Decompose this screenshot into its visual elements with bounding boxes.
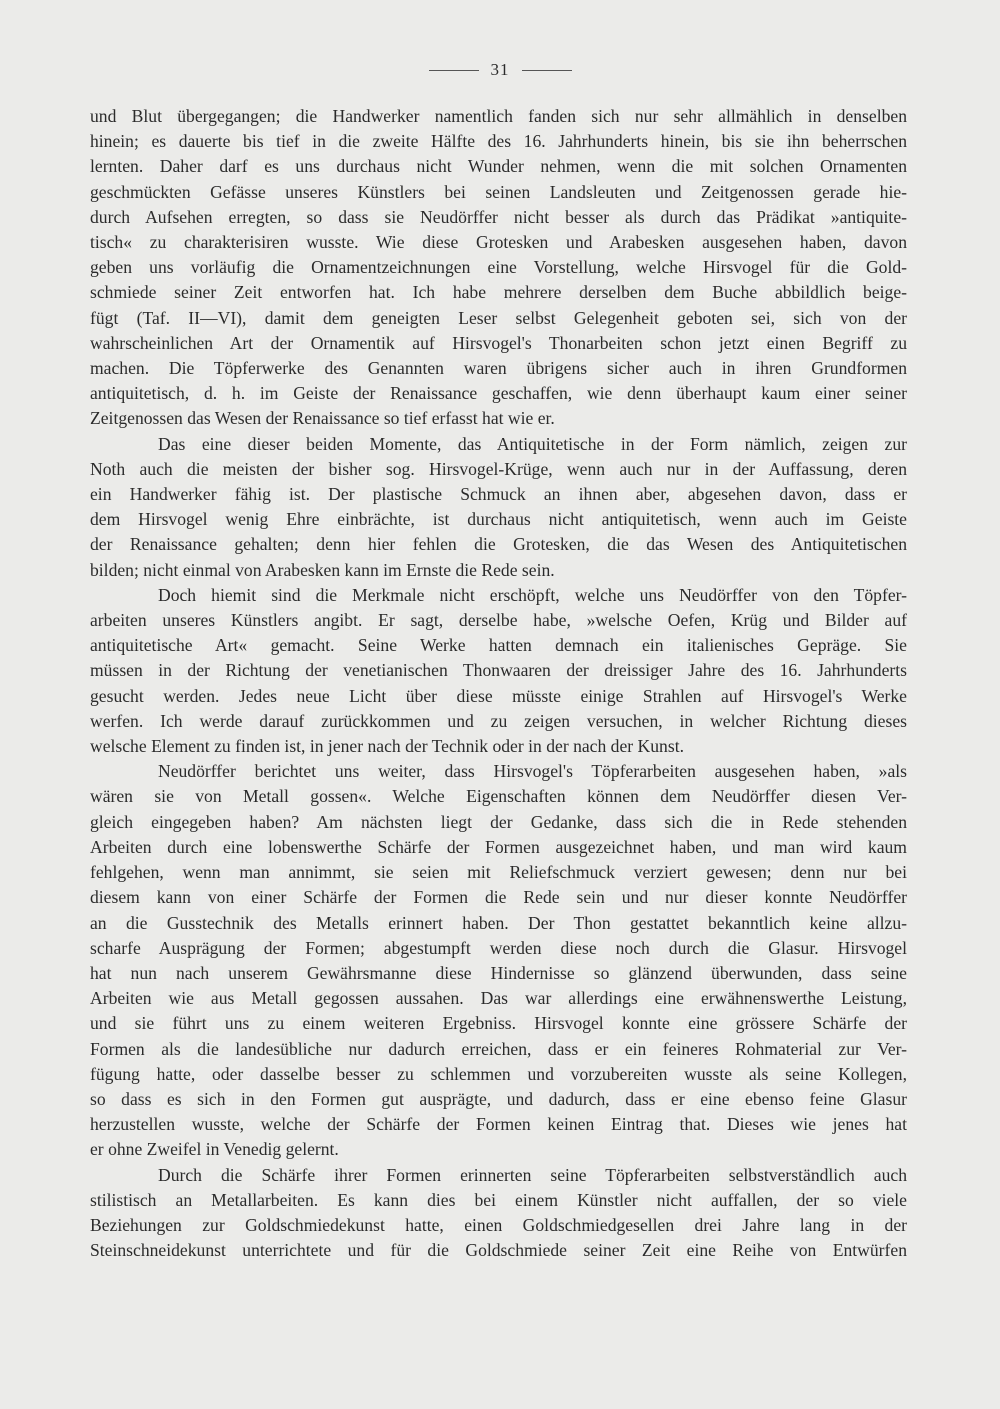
text-line: geschmückten Gefässe unseres Künstlers bei seinen Landsleuten und Zeitgenossen gerade hie- [90,181,907,202]
text-line: antiquitetisch, d. h. im Geiste der Renaissance geschaffen, wie denn überhaupt kaum einer seiner [90,383,907,404]
text-line: Neudörffer berichtet uns weiter, dass Hirsvogel's Töpferarbeiten ausgesehen haben, »als [158,761,907,782]
text-line: Arbeiten durch eine lobenswerthe Schärfe der Formen ausgezeichnet haben, und man wird kaum [90,836,907,857]
text-line: durch Aufsehen erregten, so dass sie Neudörffer nicht besser als durch das Prädikat »antiquite- [90,206,907,227]
text-line: schmiede seiner Zeit entworfen hat. Ich habe mehrere derselben dem Buche abbildlich beige- [90,282,907,303]
text-line: fügt (Taf. II—VI), damit dem geneigten Leser selbst Gelegenheit geboten sei, sich von der [90,307,907,328]
text-line: er ohne Zweifel in Venedig gelernt. [90,1139,339,1160]
text-line: fehlgehen, wenn man annimmt, sie seien mit Reliefschmuck verziert gewesen; denn nur bei [90,862,907,883]
text-line: bilden; nicht einmal von Arabesken kann im Ernste die Rede sein. [90,559,555,580]
page-header [0,60,1000,80]
header-rule-right [522,70,572,71]
text-line: ein Handwerker fähig ist. Der plastische Schmuck an ihnen aber, abgesehen davon, dass er [90,484,907,505]
text-line: herzustellen wusste, welche der Schärfe der Formen keinen Eintrag that. Dieses wie jenes hat [90,1114,907,1135]
text-line: hat nun nach unserem Gewährsmanne diese Hindernisse so glänzend überwunden, dass seine [90,962,907,983]
text-line: scharfe Ausprägung der Formen; abgestumpft werden diese noch durch die Glasur. Hirsvogel [90,937,907,958]
text-line: werfen. Ich werde darauf zurückkommen und zu zeigen versuchen, in welcher Richtung dieses [90,710,907,731]
text-line: diesem kann von einer Schärfe der Formen die Rede sein und nur dieser konnte Neudörffer [90,887,907,908]
text-line: gleich eingegeben haben? Am nächsten liegt der Gedanke, dass sich die in Rede stehenden [90,811,907,832]
text-line: welsche Element zu finden ist, in jener nach der Technik oder in der nach der Kunst. [90,736,684,757]
text-line: und sie führt uns zu einem weiteren Ergebniss. Hirsvogel konnte eine grössere Schärfe der [90,1013,907,1034]
text-line: stilistisch an Metallarbeiten. Es kann dies bei einem Künstler nicht auffallen, der so viele [90,1189,907,1210]
text-line: Doch hiemit sind die Merkmale nicht erschöpft, welche uns Neudörffer von den Töpfer- [158,584,907,605]
text-line: geben uns vorläufig die Ornamentzeichnungen eine Vorstellung, welche Hirsvogel für die Gold- [90,257,907,278]
text-line: gesucht werden. Jedes neue Licht über diese müsste einige Strahlen auf Hirsvogel's Werke [90,685,907,706]
text-line: lernten. Daher darf es uns durchaus nicht Wunder nehmen, wenn die mit solchen Ornamenten [90,156,907,177]
text-line: so dass es sich in den Formen gut ausprägte, und dadurch, dass er eine ebenso feine Glasur [90,1088,907,1109]
text-line: dem Hirsvogel wenig Ehre einbrächte, ist durchaus nicht antiquitetisch, wenn auch im Geiste [90,509,907,530]
text-line: Das eine dieser beiden Momente, das Antiquitetische in der Form nämlich, zeigen zur [158,433,907,454]
text-line: hinein; es dauerte bis tief in die zweite Hälfte des 16. Jahrhunderts hinein, bis sie ihn beherrschen [90,131,907,152]
text-line: der Renaissance gehalten; denn hier fehlen die Grotesken, die das Wesen des Antiquitetischen [90,534,907,555]
page-number: 31 [490,60,510,79]
text-line: und Blut übergegangen; die Handwerker namentlich fanden sich nur sehr allmählich in denselben [90,106,907,126]
text-line: Arbeiten wie aus Metall gegossen aussahen. Das war allerdings eine erwähnenswerthe Leistung, [90,988,907,1009]
text-line: Steinschneidekunst unterrichtete und für die Goldschmiede seiner Zeit eine Reihe von Entwürfen [90,1240,907,1261]
text-line: antiquitetische Art« gemacht. Seine Werke hatten demnach ein italienisches Gepräge. Sie [90,635,907,656]
text-line: müssen in der Richtung der venetianischen Thonwaaren der dreissiger Jahre des 16. Jahrhunderts [90,660,907,681]
text-line: fügung hatte, oder dasselbe besser zu schlemmen und vorzubereiten wusste als seine Kollegen, [90,1063,907,1084]
text-line: Durch die Schärfe ihrer Formen erinnerten seine Töpferarbeiten selbstverständlich auch [158,1164,907,1185]
text-line: tisch« zu charakterisiren wusste. Wie diese Grotesken und Arabesken ausgesehen haben, davon [90,232,907,253]
text-line: an die Gusstechnik des Metalls erinnert haben. Der Thon gestattet bekanntlich keine allzu- [90,912,907,933]
text-line: arbeiten unseres Künstlers angibt. Er sagt, derselbe habe, »welsche Oefen, Krüg und Bilder auf [90,610,907,631]
text-line: wären sie von Metall gossen«. Welche Eigenschaften können dem Neudörffer diesen Ver- [90,786,907,807]
header-rule-left [429,70,479,71]
text-line: Beziehungen zur Goldschmiedekunst hatte, einen Goldschmiedgesellen drei Jahre lang in der [90,1214,907,1235]
text-line: machen. Die Töpferwerke des Genannten waren übrigens sicher auch in ihren Grundformen [90,358,907,379]
text-line: wahrscheinlichen Art der Ornamentik auf Hirsvogel's Thonarbeiten schon jetzt einen Begriff zu [90,332,907,353]
text-line: Formen als die landesübliche nur dadurch erreichen, dass er ein feineres Rohmaterial zur Ver- [90,1038,907,1059]
body-text [90,104,907,1263]
text-line: Zeitgenossen das Wesen der Renaissance so tief erfasst hat wie er. [90,408,555,429]
text-line: Noth auch die meisten der bisher sog. Hirsvogel-Krüge, wenn auch nur in der Auffassung, deren [90,458,907,479]
